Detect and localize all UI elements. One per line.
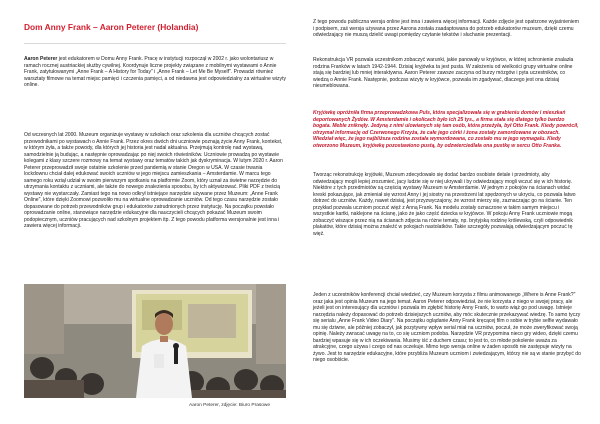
right-paragraph-4: Tworząc rekonstrukcję kryjówki, Muzeum zdecydowało się dodać bardzo osobiste detale i przedmioty, aby odwiedzający mogli lepiej zrozumieć, jacy ludzie się w niej ukrywali i by odwiedzający mogli wczuć się w ich historię. Niektóre z tych przedmiotów są częścią wystawy Muzeum w Amsterdamie. W jednym z pokojów na ścianach widać kreski pokazujące, jak zmieniał się wzrost Anny i jej siostry na przestrzeni lat spędzonych w ukryciu, co pozwala łatwo dotrzeć do uczniów. Każdy, nawet dzisiaj, jest przyzwyczajony, że wzrost mierzy się, zaznaczając go na ścianie. Ten przykład pozwala uczniom poczuć więź z Anną Frank. Na modelu zostały oznaczone w takim samym miejscu i wszystkie kartki, naklejone na ścianę, jako że jako część dziecka w kryjówce. W pokoju Anny Frank uczniowie mogą zobaczyć wiszące przez nią na ścianach zdjęcia na różne tematy, np. brytyjską rodzinę królewską, czyli odpowiednik plakatów, które dzisiaj można znaleźć w pokojach nastolatków. Takie szczegóły pozwalają odwiedzającym poczuć tę więź. (313, 172, 576, 237)
right-paragraph-5: Jeden z uczestników konferencji chciał wiedzieć, czy Muzeum korzysta z filmu animowanego „Where is Anne Frank?" oraz jaka jest opinia Muzeum na jego temat. Aaron Peterer odpowiedział, że nie korzysta z niego w swojej pracy, ale jeżeli jest on interesujący dla uczniów i pozwala im zgłębić historię Anny Frank, to warto wiąż go pod uwagę. Istnieje narzędzia należy dopasować do potrzeb dzisiejszych uczniów, aby móc skutecznie przekazywać wiedzę. To samo tyczy się serialu „Anne Frank Video Diary". Na początku oglądanie Anny Frank kręcącej film o sobie w trybie selfie wydawało mu się dziwne, ale później zobaczył, jak pozytywny wpływ serial miał na uczniów, poczuł, że może zweryfikować swoją opinię. Należy zwracać uwagę na to, co się uczniom podoba. Narzędzie VR przypomina nieco gry wideo, dzięki czemu bardziej wpasuje się w ich oczekiwania. Musimy iść z duchem czasu; to jest to, co młode pokolenie uważa za atrakcyjne, czego używa i czego od nas oczekuje. Mimo tego wersja online w żaden sposób nie zastępuje wizyty na żywo. Jest to narzędzie edukacyjne, które przybliża Muzeum uczniom i zwiedzającym, którzy nie są w stanie przybyć do niego osobiście. (313, 292, 581, 363)
speaker-photo (24, 284, 286, 398)
right-paragraph-1: Z tego powodu publiczna wersja online jest inna i zawiera więcej informacji. Każde zdjęcie jest opatrzone wyjaśnieniem i podpisem, zaś wersja używana przez Aarona została zaadaptowana do potrzeb edukatorów muzeum, dzięki czemu odwiedzający nie muszą dzielić uwagi pomiędzy czytanie tekstów i słuchanie prezentacji. (313, 19, 579, 38)
intro-text: jest edukatorem w Domu Anny Frank. Pracę w instytucji rozpoczął w 2002 r. jako wolontariusz w ramach rocznej austriackiej służby cywilnej. Koordynuje liczne projekty związane z mobilnymi wystawami o Annie Frank, zatytułowanymi „Anne Frank – A History for Today" i „Anne Frank – Let Me Be Myself". Prowadzi również warsztaty filmowe na temat miejsc pamięci i czczenia pamięci, a od niedawna jest odpowiedzialny za wirtualne wizyty online. (24, 56, 286, 88)
intro-paragraph (24, 56, 286, 89)
page-title: Dom Anny Frank – Aaron Peterer (Holandia) (24, 22, 199, 32)
intro-name: Aaron Peterer (24, 56, 58, 62)
left-paragraph-2: Od wczesnych lat 2000. Muzeum organizuje wystawy w szkołach oraz szkolenia dla uczniów chcących zostać przewodnikami po wystawach o Annie Frank. Przez okres dwóch dni uczniowie poznają życie Anny Frank, kontekst, w którym żyła, a także powody, dla których jej historia jest nadal aktualna. Przejmują kontrolę nad wystawą, samodzielnie ją budując, a następnie oprowadzając po niej swoich rówieśników. Uczniowie prowadzą po wystawie kolegami z klasy szczere rozmowy na temat wystawy oraz tematów takich jak dyskryminacja. W lutym 2020 r. Aaron Peterer przeprowadził swoje ostatnie szkolenie przed pandemią w stanie Oregon w USA. W czasie trwania lockdownu chciał dalej edukować swoich uczniów w jego miejscu zamieszkania – Amsterdamie. W marcu tego samego roku wziął udział w swoim pierwszym spotkaniu na platformie Zoom, który uznał za świetne narzędzie do utrzymania kontaktu z uczniami, ale także do nowego znalezienia sposobu, by ich aktywizować. Pliki PDF z treścią wystawy nie wystarczały. Zamiast tego na nowo odkrył istniejące narzędzie używane przez Muzeum: „Anne Frank Online", które dzięki Zoomowi pozwoliło mu na wirtualne oprowadzanie uczniów. Od tego czasu narzędzie zostało dopasowane do potrzeb przewodników grup i edukatorów zatrudnionych przez instytucję. Na początku powstało oprowadzanie online, stanowiące narzędzie edukacyjne dla nauczycieli chcących pokazać Muzeum swoim podopiecznym, uczniów pracujących nad szkolnym projektem itp. Z tego powodu platforma wersjonalnie jest inna i zawiera więcej informacji. (24, 132, 283, 229)
title-divider (24, 43, 286, 44)
right-paragraph-2: Rekonstrukcja VR pozwala uczestnikom zobaczyć warunki, jakie panowały w kryjówce, w której schronienie znalazła rodzina Franków w latach 1942-1944. Dzisiaj kryjówka ta jest pusta. W założeniu od wielkości grupy wirtualne online stają się bardziej lub mniej interaktywna. Aaron Peterer zawsze zaczyna od burzy mózgów i pyta uczestników, co wiedzą o Annie Frank. Następnie, podczas wizyty w kryjówce, pozwala im zgadywać, dlaczego jest ona dzisiaj nieumeblowana. (313, 57, 574, 89)
photo-caption: Aaron Peterer, zdjęcie: Biuro Prasowe (189, 403, 271, 408)
highlighted-quote: Kryjówkę opróżniła firma przeprowadzkowa Puls, która specjalizowała się w grabieniu domów i mieszkań deportowanych Żydów. W Amsterdamie i okolicach było ich 25 tys., a firma stała się dlatego tylko bardzo bogata. Meble zniknęły. Jedyną z nimi ulowianych się tam osób, która przeżyła, był Otto Frank. Kiedy powrócił, otrzymał informację od Czerwonego Krzyża, że całe jego córki i żona zostały zamordowane w obozach. Wiedział więc, że jego najbliższa rodzina została wymordowana, co zostało mu w jego wymagalu. Kiedy otworzono Muzeum, kryjówkę pozostawiono pustą, by odzwierciedlała ona pustkę w sercu Otto Franka. (313, 110, 579, 149)
